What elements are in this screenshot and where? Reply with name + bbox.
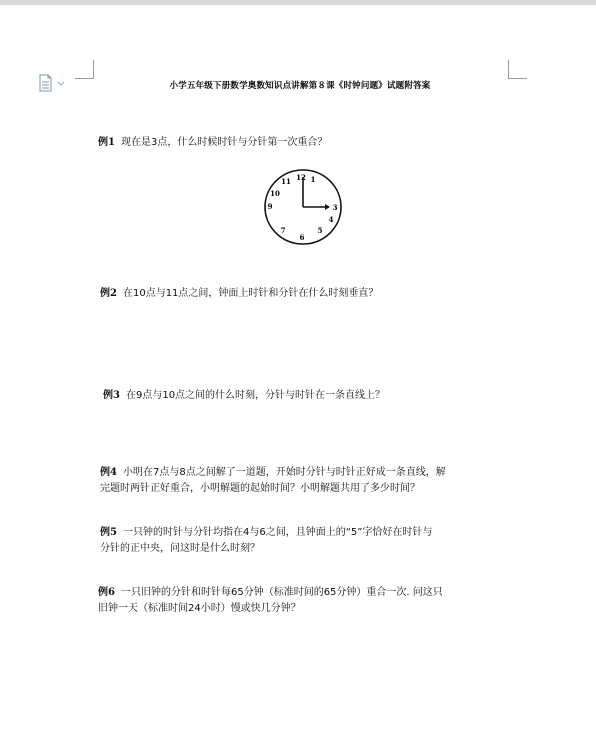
clock-numeral: 11 <box>281 177 291 186</box>
clock-numeral: 9 <box>267 202 273 211</box>
example-text-line-1: 一只旧钟的分针和时针每65分钟（标准时间的65分钟）重合一次. 问这只 <box>120 587 443 598</box>
clock-numeral: 10 <box>270 189 280 198</box>
example-6 <box>98 585 443 617</box>
example-text-line-2: 旧钟一天（标准时间24小时）慢或快几分钟？ <box>98 603 301 614</box>
clock-numeral: 7 <box>280 226 286 235</box>
example-3 <box>103 388 385 404</box>
example-text-line-2: 分针的正中央，问这时是什么时刻？ <box>100 543 260 554</box>
example-2 <box>100 286 378 302</box>
clock-numeral: 4 <box>328 215 334 224</box>
clock-numeral: 5 <box>317 226 323 235</box>
clock-numeral: 6 <box>299 233 305 242</box>
example-text-line-2: 完题时两针正好重合，小明解题的起始时间？小明解题共用了多少时间？ <box>100 483 420 494</box>
example-text: 在10点与11点之间，钟面上时针和分针在什么时刻垂直？ <box>122 288 379 299</box>
example-label: 例6 <box>98 587 115 598</box>
example-label: 例4 <box>100 467 117 478</box>
example-text-line-1: 一只钟的时针与分针均指在4与6之间，且钟面上的“5”字恰好在时针与 <box>122 527 433 538</box>
example-text: 现在是3点，什么时候时针与分针第一次重合？ <box>120 137 328 148</box>
example-4 <box>100 465 446 497</box>
example-1 <box>98 135 327 151</box>
clock-numeral: 1 <box>310 175 316 184</box>
example-label: 例1 <box>98 137 115 148</box>
top-border <box>0 0 596 5</box>
document-title: 小学五年级下册数学奥数知识点讲解第８课《时钟问题》试题附答案 <box>169 81 431 91</box>
clock-figure <box>262 167 344 247</box>
example-text-line-1: 小明在7点与8点之间解了一道题，开始时分针与时针正好成一条直线，解 <box>122 467 446 478</box>
example-label: 例5 <box>100 527 117 538</box>
example-label: 例2 <box>100 288 117 299</box>
margin-corner-left <box>75 60 94 79</box>
clock-numeral: 3 <box>332 203 338 212</box>
document-icon[interactable] <box>38 74 68 92</box>
clock-numeral: 12 <box>296 173 306 182</box>
example-label: 例3 <box>103 390 120 401</box>
example-text: 在9点与10点之间的什么时刻，分针与时针在一条直线上？ <box>125 390 386 401</box>
example-5 <box>100 525 432 557</box>
margin-corner-right <box>508 60 527 79</box>
